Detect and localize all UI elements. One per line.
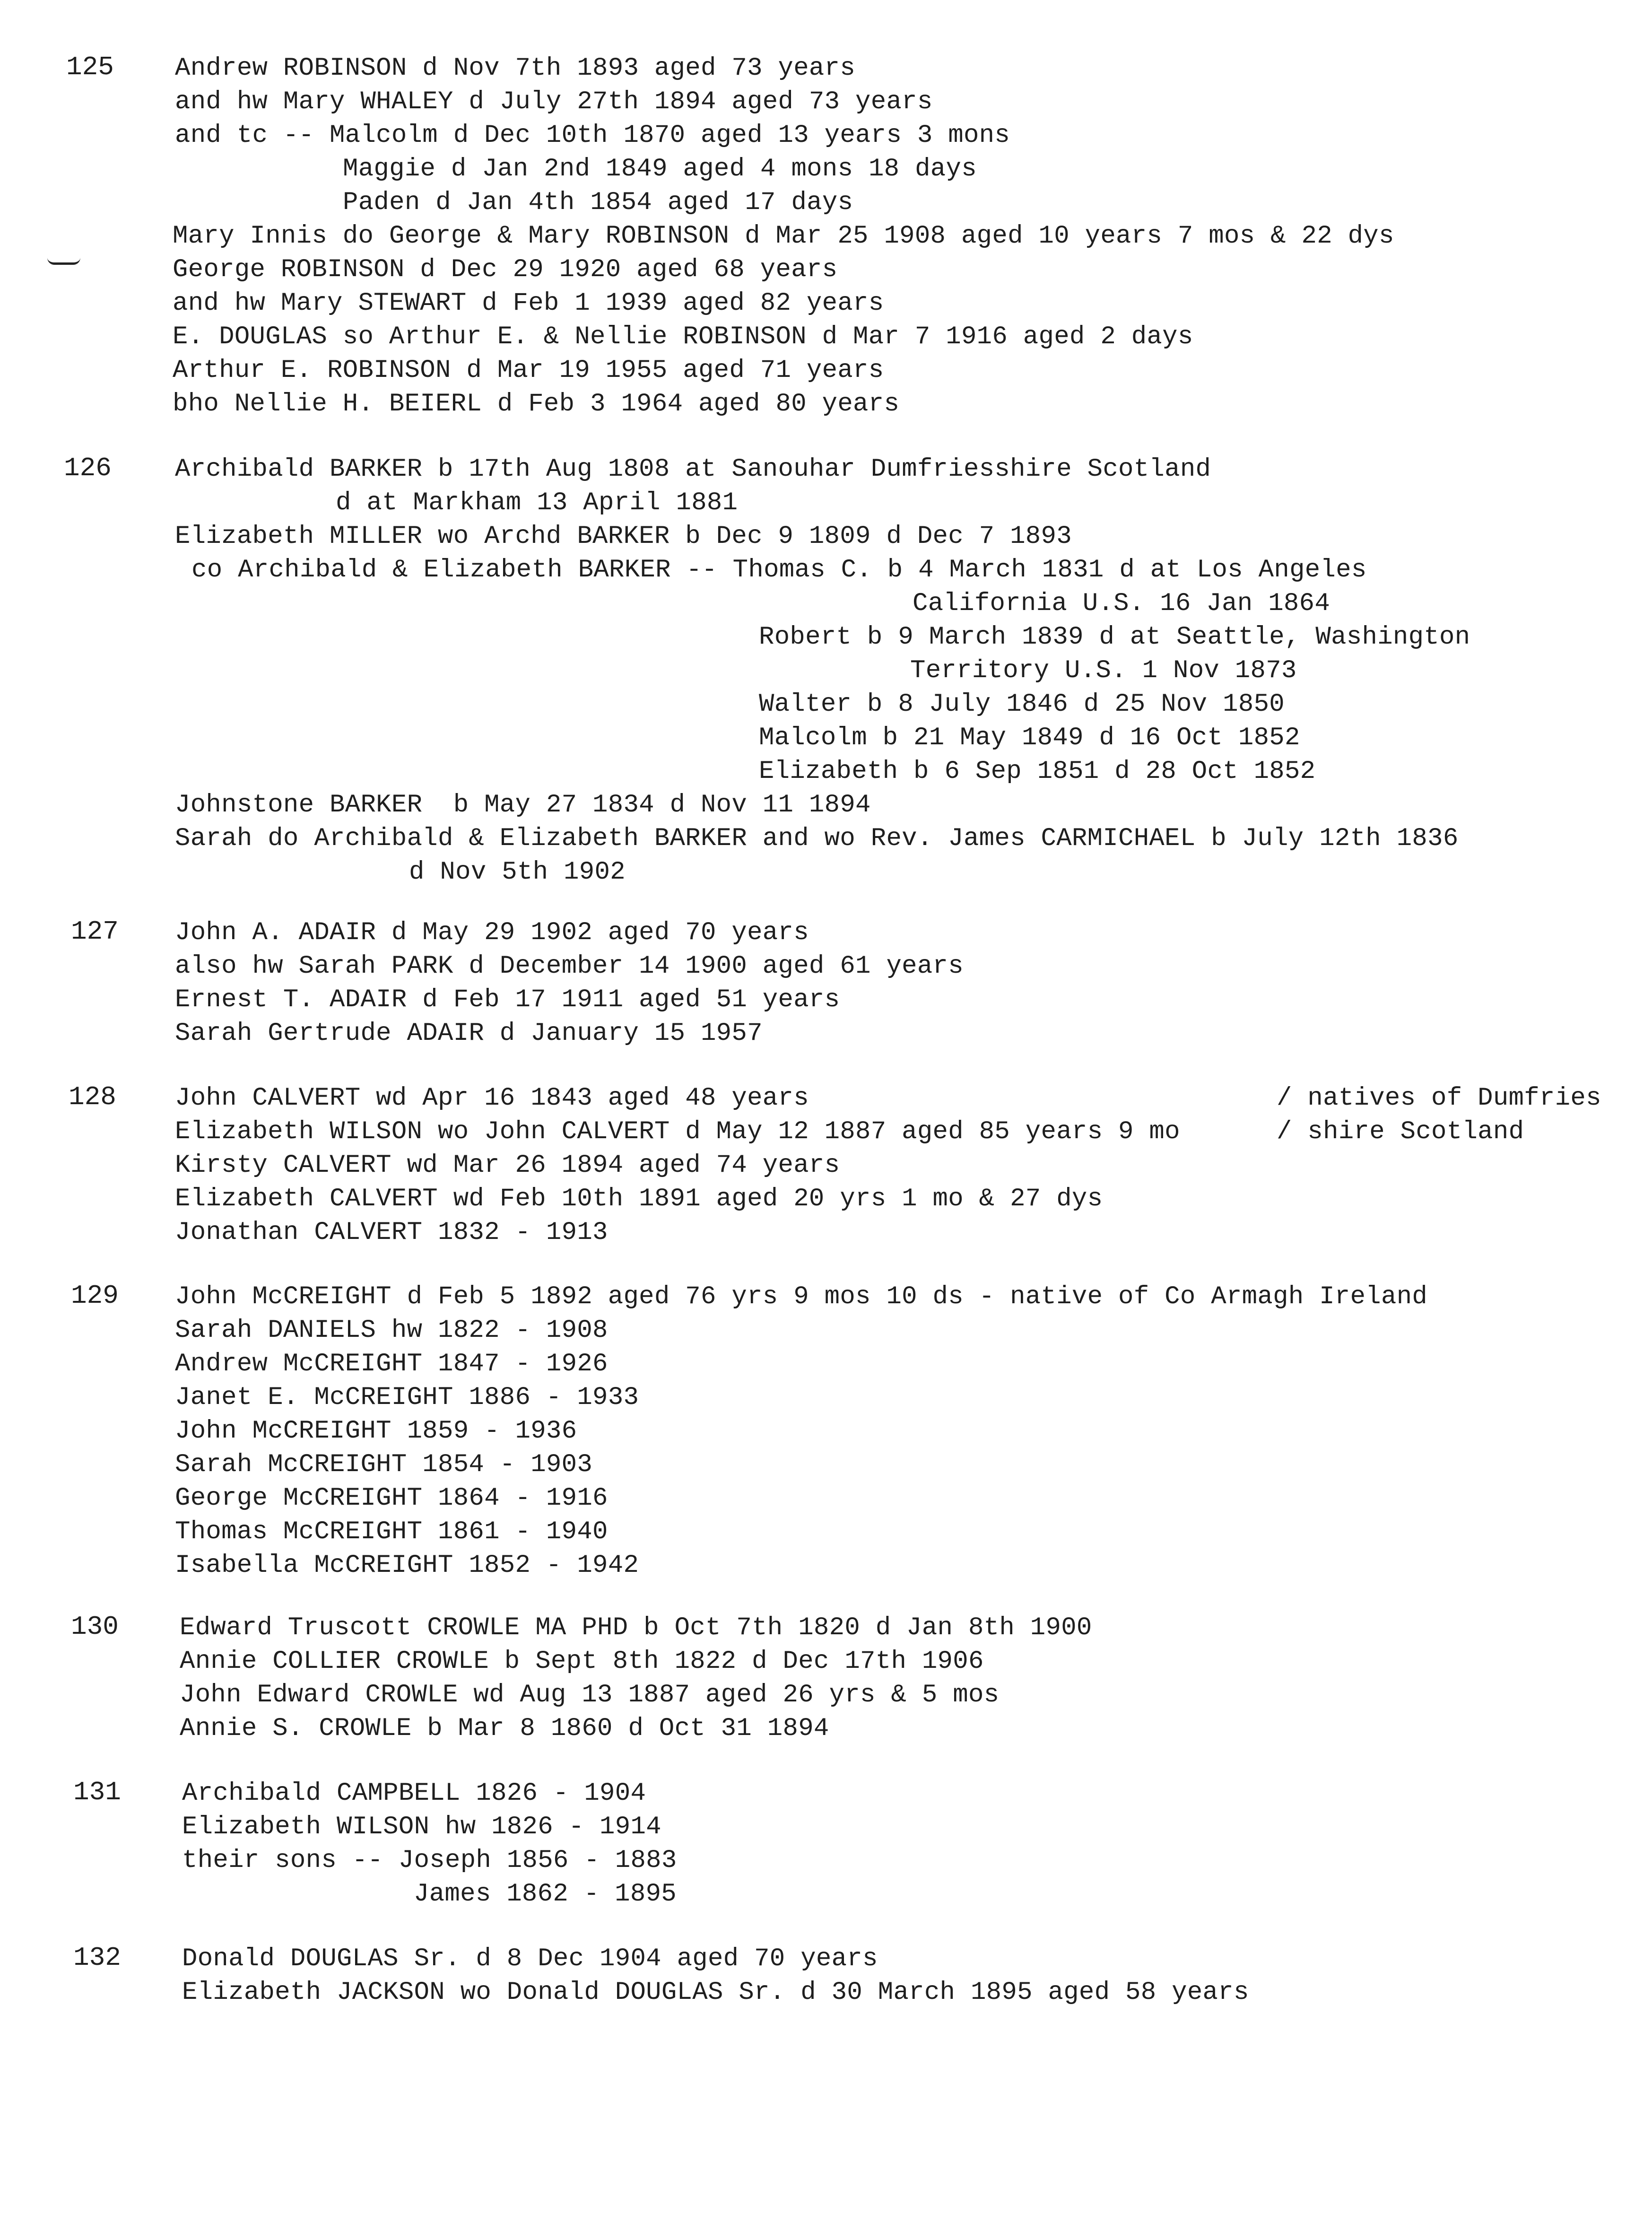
entry-line: Mary Innis do George & Mary ROBINSON d Mar 25 1908 aged 10 years 7 mos & 22 dys — [173, 222, 1394, 251]
entry-line: Jonathan CALVERT 1832 - 1913 — [175, 1218, 608, 1247]
entry-line: Thomas McCREIGHT 1861 - 1940 — [175, 1517, 608, 1546]
entry-number-125: 125 — [66, 52, 114, 82]
entry-line: Archibald BARKER b 17th Aug 1808 at Sanouhar Dumfriesshire Scotland — [175, 455, 1211, 484]
entry-line: Elizabeth JACKSON wo Donald DOUGLAS Sr. d 30 March 1895 aged 58 years — [182, 1978, 1249, 2007]
entry-line: California U.S. 16 Jan 1864 — [913, 589, 1330, 618]
entry-line: also hw Sarah PARK d December 14 1900 aged 61 years — [175, 952, 964, 981]
entry-line: Sarah McCREIGHT 1854 - 1903 — [175, 1450, 593, 1479]
entry-line: and hw Mary STEWART d Feb 1 1939 aged 82 years — [173, 289, 884, 318]
entry-line: Kirsty CALVERT wd Mar 26 1894 aged 74 years — [175, 1151, 840, 1180]
entry-line: Ernest T. ADAIR d Feb 17 1911 aged 51 years — [175, 985, 840, 1014]
entry-line: John McCREIGHT 1859 - 1936 — [175, 1417, 577, 1446]
entry-line: George ROBINSON d Dec 29 1920 aged 68 years — [173, 255, 838, 284]
margin-pencil-mark — [47, 258, 80, 265]
entry-line: Donald DOUGLAS Sr. d 8 Dec 1904 aged 70 years — [182, 1944, 878, 1973]
entry-number-129: 129 — [71, 1281, 119, 1311]
entry-line: Paden d Jan 4th 1854 aged 17 days — [343, 188, 853, 217]
entry-line: George McCREIGHT 1864 - 1916 — [175, 1484, 608, 1513]
entry-line: co Archibald & Elizabeth BARKER -- Thomas C. b 4 March 1831 d at Los Angeles — [191, 556, 1367, 584]
entry-line: Elizabeth WILSON hw 1826 - 1914 — [182, 1813, 661, 1841]
entry-line: Johnstone BARKER b May 27 1834 d Nov 11 1894 — [175, 791, 871, 819]
entry-line: Sarah DANIELS hw 1822 - 1908 — [175, 1316, 608, 1345]
entry-line: d at Markham 13 April 1881 — [336, 488, 738, 517]
entry-line: Elizabeth b 6 Sep 1851 d 28 Oct 1852 — [759, 757, 1316, 786]
entry-line: John McCREIGHT d Feb 5 1892 aged 76 yrs 9 mos 10 ds - native of Co Armagh Ireland — [175, 1282, 1428, 1311]
entry-line: Territory U.S. 1 Nov 1873 — [910, 656, 1297, 685]
entry-line: John A. ADAIR d May 29 1902 aged 70 years — [175, 918, 809, 947]
entry-number-130: 130 — [71, 1612, 119, 1642]
entry-line: d Nov 5th 1902 — [409, 858, 626, 887]
entry-line: Isabella McCREIGHT 1852 - 1942 — [175, 1551, 639, 1580]
entry-line: John CALVERT wd Apr 16 1843 aged 48 years — [175, 1084, 809, 1113]
side-note: / shire Scotland — [1277, 1117, 1524, 1146]
entry-line: Janet E. McCREIGHT 1886 - 1933 — [175, 1383, 639, 1412]
entry-line: Arthur E. ROBINSON d Mar 19 1955 aged 71 years — [173, 356, 884, 385]
entry-line: Elizabeth WILSON wo John CALVERT d May 12 1887 aged 85 years 9 mo — [175, 1117, 1180, 1146]
entry-line: Elizabeth MILLER wo Archd BARKER b Dec 9 1809 d Dec 7 1893 — [175, 522, 1072, 551]
entry-line: Sarah do Archibald & Elizabeth BARKER and wo Rev. James CARMICHAEL b July 12th 1836 — [175, 824, 1459, 853]
entry-line: John Edward CROWLE wd Aug 13 1887 aged 26 yrs & 5 mos — [180, 1681, 1000, 1709]
entry-line: Elizabeth CALVERT wd Feb 10th 1891 aged 20 yrs 1 mo & 27 dys — [175, 1185, 1103, 1213]
entry-line: Andrew ROBINSON d Nov 7th 1893 aged 73 years — [175, 54, 856, 83]
entry-line: and tc -- Malcolm d Dec 10th 1870 aged 13 years 3 mons — [175, 121, 1010, 150]
entry-number-127: 127 — [71, 916, 119, 947]
side-note: / natives of Dumfries — [1277, 1084, 1601, 1113]
entry-line: Andrew McCREIGHT 1847 - 1926 — [175, 1350, 608, 1378]
entry-number-132: 132 — [73, 1943, 121, 1973]
entry-number-131: 131 — [73, 1777, 121, 1807]
entry-number-126: 126 — [64, 453, 112, 483]
entry-number-128: 128 — [69, 1082, 116, 1112]
entry-line: bho Nellie H. BEIERL d Feb 3 1964 aged 80 years — [173, 390, 900, 418]
entry-line: Archibald CAMPBELL 1826 - 1904 — [182, 1779, 646, 1808]
entry-line: Edward Truscott CROWLE MA PHD b Oct 7th 1820 d Jan 8th 1900 — [180, 1613, 1092, 1642]
entry-line: E. DOUGLAS so Arthur E. & Nellie ROBINSON d Mar 7 1916 aged 2 days — [173, 323, 1193, 351]
entry-line: and hw Mary WHALEY d July 27th 1894 aged 73 years — [175, 87, 933, 116]
entry-line: Sarah Gertrude ADAIR d January 15 1957 — [175, 1019, 763, 1048]
entry-line: Malcolm b 21 May 1849 d 16 Oct 1852 — [759, 724, 1300, 752]
entry-line: Annie S. CROWLE b Mar 8 1860 d Oct 31 1894 — [180, 1714, 829, 1743]
entry-line: their sons -- Joseph 1856 - 1883 — [182, 1846, 677, 1875]
entry-line: Maggie d Jan 2nd 1849 aged 4 mons 18 days — [343, 155, 977, 183]
entry-line: Walter b 8 July 1846 d 25 Nov 1850 — [759, 690, 1285, 719]
entry-line: James 1862 - 1895 — [414, 1880, 677, 1909]
entry-line: Robert b 9 March 1839 d at Seattle, Washington — [759, 623, 1470, 652]
entry-line: Annie COLLIER CROWLE b Sept 8th 1822 d Dec 17th 1906 — [180, 1647, 984, 1676]
